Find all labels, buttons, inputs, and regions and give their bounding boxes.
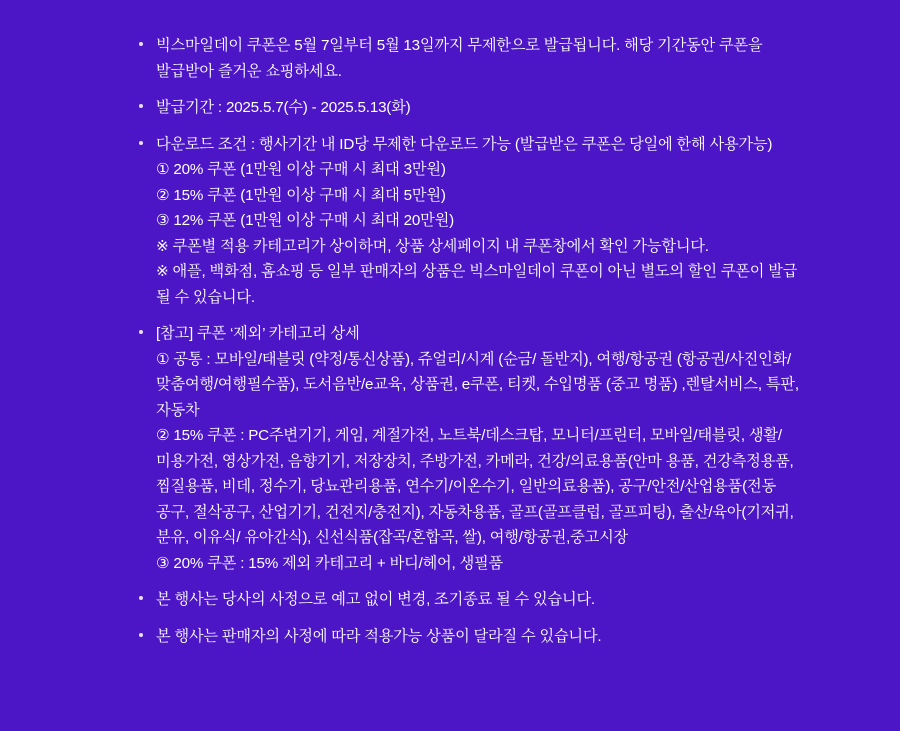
notice-sub-line: ③ 20% 쿠폰 : 15% 제외 카테고리 + 바디/헤어, 생필품 [156,554,503,572]
notice-item-issue-period [136,95,800,121]
bullet-dot-icon [139,104,143,108]
notice-sub-line: ※ 쿠폰별 적용 카테고리가 상이하며, 상품 상세페이지 내 쿠폰창에서 확인 가능합니다. [156,237,709,255]
bullet-dot-icon [139,141,143,145]
notice-item-excluded-categories [136,321,800,576]
notice-list [136,33,800,649]
notice-item-text: 본 행사는 당사의 사정으로 예고 없이 변경, 조기종료 될 수 있습니다. [156,591,595,608]
notice-item-download-condition [136,132,800,311]
notice-item-period-intro [136,33,800,84]
notice-sub-line: ② 15% 쿠폰 : PC주변기기, 게임, 계절가전, 노트북/데스크탑, 모니터/프린터, 모바일/태블릿, 생활/미용가전, 영상가전, 음향기기, 저장장치, 주방가전, 카메라, 건강/의료용품(안마 용품, 건강측정용품, 찜질용품, 비데, 정수기, 당뇨관리용품, 연수기/이온수기, 일반의료용품), 공구/안전/산업용품(전동 공구, 절삭공구, 산업기기, 건전지/충전지), 자동차용품, 골프(골프클럽, 골프피팅), 출산/육아(기저귀, 분유, 이유식/ 유아간식), 신선식품(잡곡/혼합곡, 쌀), 여행/항공권,중고시장 [156,427,794,546]
notice-sub-line: ① 20% 쿠폰 (1만원 이상 구매 시 최대 3만원) [156,161,446,178]
notice-sub-line: ① 공통 : 모바일/태블릿 (약정/통신상품), 쥬얼리/시계 (순금/ 돌반지), 여행/항공권 (항공권/사진인화/맞춤여행/여행필수품), 도서음반/e교육, 상품권, e쿠폰, 티켓, 수입명품 (중고 명품) ,렌탈서비스, 특판, 자동차 [156,350,799,419]
notice-sub-line: ② 15% 쿠폰 (1만원 이상 구매 시 최대 5만원) [156,186,446,204]
bullet-dot-icon [139,330,143,334]
notice-sub-list [156,157,800,310]
notice-sub-list [156,347,800,577]
bullet-dot-icon [139,42,143,46]
notice-item-text: 발급기간 : 2025.5.7(수) - 2025.5.13(화) [156,99,411,116]
bullet-dot-icon [139,596,143,600]
notice-item-text: 다운로드 조건 : 행사기간 내 ID당 무제한 다운로드 가능 (발급받은 쿠폰은 당일에 한해 사용가능) [156,135,773,153]
notice-item-text: 빅스마일데이 쿠폰은 5월 7일부터 5월 13일까지 무제한으로 발급됩니다. 해당 기간동안 쿠폰을 발급받아 즐거운 쇼핑하세요. [156,37,763,80]
bullet-dot-icon [139,633,143,637]
notice-sub-line: ③ 12% 쿠폰 (1만원 이상 구매 시 최대 20만원) [156,212,454,229]
notice-item-text: 본 행사는 판매자의 사정에 따라 적용가능 상품이 달라질 수 있습니다. [156,627,602,645]
notice-sub-line: ※ 애플, 백화점, 홈쇼핑 등 일부 판매자의 상품은 빅스마일데이 쿠폰이 아닌 별도의 할인 쿠폰이 발급 될 수 있습니다. [156,263,798,306]
notice-item-seller-notice [136,624,800,650]
notice-item-text: [참고] 쿠폰 ‘제외’ 카테고리 상세 [156,325,360,342]
notice-item-change-notice [136,587,800,613]
